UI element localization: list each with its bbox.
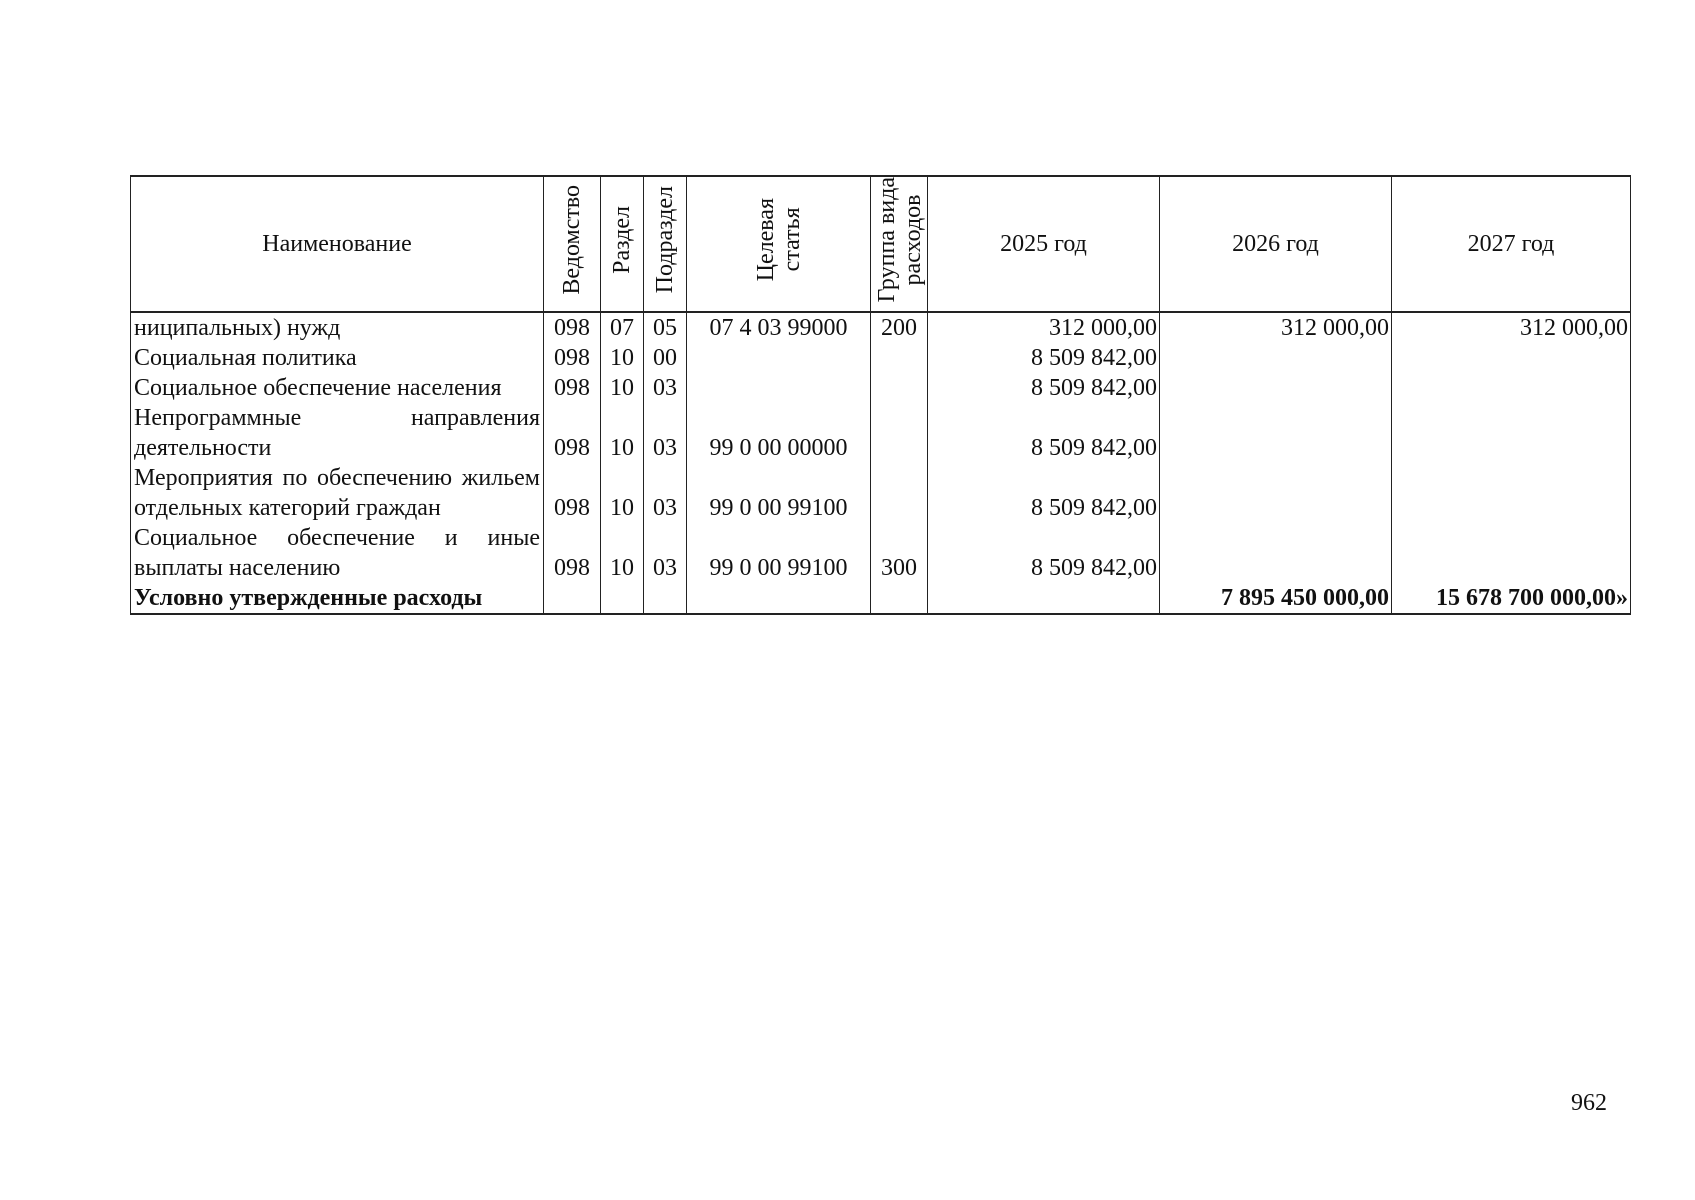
row-group [871,403,928,463]
header-section: Раздел [601,176,644,312]
row-2026 [1160,463,1392,523]
page-number: 962 [1571,1090,1607,1116]
header-target-article: Целевая статья [687,176,871,312]
total-2027: 15 678 700 000,00» [1392,583,1631,614]
row-dept: 098 [544,373,601,403]
table-row [131,463,1631,523]
header-expense-group: Группа вида расходов [871,176,928,312]
row-section: 10 [601,403,644,463]
row-subsection: 03 [644,463,687,523]
row-subsection: 03 [644,373,687,403]
row-name: Социальная политика [131,343,544,373]
row-2027 [1392,463,1631,523]
row-subsection: 05 [644,312,687,343]
row-group [871,343,928,373]
row-2026 [1160,373,1392,403]
row-2026 [1160,403,1392,463]
row-2025: 8 509 842,00 [928,403,1160,463]
header-year-2027: 2027 год [1392,176,1631,312]
row-name: Социальное обеспечение и иные выплаты населению [131,523,544,583]
row-name: ниципальных) нужд [131,312,544,343]
row-group: 200 [871,312,928,343]
row-2026 [1160,523,1392,583]
row-section: 10 [601,463,644,523]
row-section [601,583,644,614]
row-2025: 8 509 842,00 [928,373,1160,403]
row-2025: 8 509 842,00 [928,463,1160,523]
total-2026: 7 895 450 000,00 [1160,583,1392,614]
header-row [131,176,1631,312]
header-name: Наименование [131,176,544,312]
row-article: 99 0 00 99100 [687,523,871,583]
row-2027 [1392,403,1631,463]
row-2026: 312 000,00 [1160,312,1392,343]
row-article [687,373,871,403]
row-article: 99 0 00 00000 [687,403,871,463]
row-subsection: 00 [644,343,687,373]
row-2027: 312 000,00 [1392,312,1631,343]
row-dept [544,583,601,614]
budget-table [130,175,1631,615]
total-row-name: Условно утвержденные расходы [131,583,544,614]
row-article [687,583,871,614]
row-2025: 8 509 842,00 [928,523,1160,583]
row-subsection [644,583,687,614]
row-section: 10 [601,523,644,583]
row-name: Мероприятия по обеспечению жильем отдельных категорий граждан [131,463,544,523]
row-name: Социальное обеспечение населения [131,373,544,403]
row-2027 [1392,343,1631,373]
row-dept: 098 [544,312,601,343]
row-group [871,373,928,403]
row-2027 [1392,373,1631,403]
row-2027 [1392,523,1631,583]
table-row [131,373,1631,403]
row-group: 300 [871,523,928,583]
table-row [131,343,1631,373]
row-subsection: 03 [644,523,687,583]
row-subsection: 03 [644,403,687,463]
row-section: 10 [601,373,644,403]
row-dept: 098 [544,523,601,583]
row-section: 07 [601,312,644,343]
row-article [687,343,871,373]
row-dept: 098 [544,403,601,463]
header-year-2025: 2025 год [928,176,1160,312]
row-group [871,583,928,614]
table-row [131,523,1631,583]
row-2025 [928,583,1160,614]
row-article: 99 0 00 99100 [687,463,871,523]
row-dept: 098 [544,463,601,523]
row-name: Непрограммные направления деятельности [131,403,544,463]
row-article: 07 4 03 99000 [687,312,871,343]
header-department: Ведомство [544,176,601,312]
row-group [871,463,928,523]
row-2026 [1160,343,1392,373]
total-row [131,583,1631,614]
row-2025: 312 000,00 [928,312,1160,343]
header-year-2026: 2026 год [1160,176,1392,312]
header-subsection: Подраздел [644,176,687,312]
row-2025: 8 509 842,00 [928,343,1160,373]
table-row [131,312,1631,343]
row-section: 10 [601,343,644,373]
table-row [131,403,1631,463]
row-dept: 098 [544,343,601,373]
